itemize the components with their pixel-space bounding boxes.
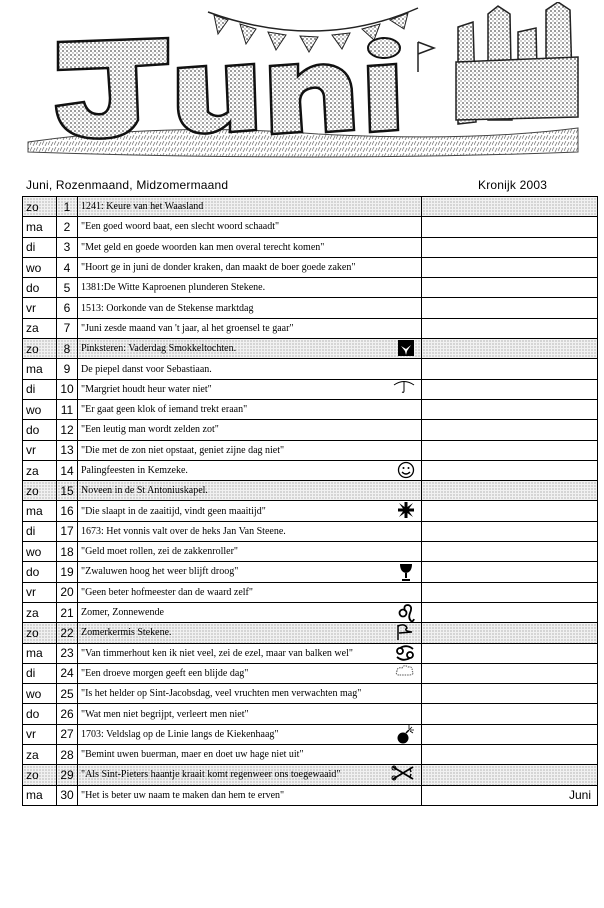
weekday-cell: za [23, 318, 57, 338]
notes-cell: Juni [422, 785, 598, 805]
calendar-row [23, 562, 598, 582]
notes-cell [422, 318, 598, 338]
event-cell [78, 684, 422, 704]
event-text: "Bemint uwen buerman, maer en doet uw hage niet uit" [81, 749, 304, 761]
weekday-cell: ma [23, 217, 57, 237]
weekday-cell: do [23, 420, 57, 440]
calendar-row [23, 542, 598, 562]
event-text: "Die slaapt in de zaaitijd, vindt geen maaitijd" [81, 505, 266, 517]
calendar-row [23, 420, 598, 440]
notes-cell [422, 745, 598, 765]
weekday-cell: za [23, 745, 57, 765]
day-number-cell: 25 [57, 684, 78, 704]
crossed-keys-icon [391, 765, 415, 781]
event-text: "Wat men niet begrijpt, verleert men niet" [81, 708, 249, 720]
calendar-row [23, 339, 598, 359]
event-cell [78, 359, 422, 379]
day-number-cell: 29 [57, 765, 78, 785]
event-text: "Een droeve morgen geeft een blijde dag" [81, 667, 249, 679]
calendar-row [23, 521, 598, 541]
calendar-row [23, 379, 598, 399]
notes-cell [422, 623, 598, 643]
event-text: "Een leutig man wordt zelden zot" [81, 424, 219, 436]
notes-cell [422, 643, 598, 663]
event-text: "Hoort ge in juni de donder kraken, dan maakt de boer goede zaken" [81, 262, 356, 274]
day-number-cell: 20 [57, 582, 78, 602]
notes-cell [422, 765, 598, 785]
day-number-cell: 14 [57, 460, 78, 480]
notes-cell [422, 704, 598, 724]
notes-cell [422, 379, 598, 399]
notes-cell [422, 399, 598, 419]
weekday-cell: vr [23, 724, 57, 744]
weekday-cell: za [23, 602, 57, 622]
day-number-cell: 24 [57, 663, 78, 683]
event-cell [78, 420, 422, 440]
event-cell [78, 237, 422, 257]
weekday-cell: di [23, 379, 57, 399]
event-text: "Geld moet rollen, zei de zakkenroller" [81, 546, 238, 558]
notes-cell [422, 562, 598, 582]
calendar-row [23, 481, 598, 501]
day-number-cell: 22 [57, 623, 78, 643]
event-text: Zomerkermis Stekene. [81, 627, 172, 639]
calendar-table [22, 196, 598, 806]
day-number-cell: 8 [57, 339, 78, 359]
day-number-cell: 7 [57, 318, 78, 338]
event-cell [78, 440, 422, 460]
calendar-row [23, 298, 598, 318]
notes-cell [422, 521, 598, 541]
leo-sign-icon [397, 603, 415, 623]
day-number-cell: 4 [57, 257, 78, 277]
day-number-cell: 17 [57, 521, 78, 541]
event-cell [78, 724, 422, 744]
event-cell [78, 745, 422, 765]
day-number-cell: 6 [57, 298, 78, 318]
calendar-row [23, 197, 598, 217]
weekday-cell: zo [23, 765, 57, 785]
event-text: "Van timmerhout ken ik niet veel, zei de ezel, maar van balken wel" [81, 647, 353, 659]
event-cell [78, 542, 422, 562]
event-cell [78, 623, 422, 643]
notes-cell [422, 217, 598, 237]
calendar-row [23, 643, 598, 663]
calendar-title: Juni, Rozenmaand, Midzomermaand [26, 178, 229, 192]
day-number-cell: 5 [57, 278, 78, 298]
maltese-cross-icon [397, 501, 415, 519]
day-number-cell: 9 [57, 359, 78, 379]
event-text: "Het is beter uw naam te maken dan hem te erven" [81, 789, 285, 801]
notes-cell [422, 197, 598, 217]
event-text: Noveen in de St Antoniuskapel. [81, 485, 208, 497]
day-number-cell: 2 [57, 217, 78, 237]
event-cell [78, 521, 422, 541]
calendar-row [23, 582, 598, 602]
weekday-cell: do [23, 562, 57, 582]
notes-cell [422, 724, 598, 744]
weekday-cell: di [23, 237, 57, 257]
notes-cell [422, 481, 598, 501]
event-text: "Geen beter hofmeester dan de waard zelf" [81, 586, 253, 598]
weekday-cell: ma [23, 643, 57, 663]
calendar-row [23, 318, 598, 338]
weekday-cell: wo [23, 399, 57, 419]
event-cell [78, 298, 422, 318]
weekday-cell: do [23, 704, 57, 724]
weekday-cell: ma [23, 785, 57, 805]
notes-cell [422, 501, 598, 521]
weekday-cell: di [23, 521, 57, 541]
weekday-cell: wo [23, 257, 57, 277]
calendar-row [23, 237, 598, 257]
weekday-cell: ma [23, 501, 57, 521]
weekday-cell: vr [23, 298, 57, 318]
calendar-row [23, 257, 598, 277]
notes-cell [422, 582, 598, 602]
event-cell [78, 399, 422, 419]
day-number-cell: 28 [57, 745, 78, 765]
event-cell [78, 765, 422, 785]
notes-cell [422, 602, 598, 622]
umbrella-icon [393, 380, 415, 394]
day-number-cell: 26 [57, 704, 78, 724]
event-text: Zomer, Zonnewende [81, 607, 164, 619]
calendar-row [23, 745, 598, 765]
event-text: "Als Sint-Pieters haantje kraait komt regenweer ons toegewaaid" [81, 769, 341, 781]
calendar-row [23, 399, 598, 419]
event-cell [78, 582, 422, 602]
event-cell [78, 562, 422, 582]
calendar-row [23, 684, 598, 704]
day-number-cell: 23 [57, 643, 78, 663]
calendar-row [23, 724, 598, 744]
weekday-cell: wo [23, 684, 57, 704]
calendar-row [23, 217, 598, 237]
weekday-cell: vr [23, 440, 57, 460]
event-cell [78, 602, 422, 622]
event-text: 1381:De Witte Kaproenen plunderen Stekene. [81, 282, 266, 294]
event-cell [78, 318, 422, 338]
calendar-row [23, 704, 598, 724]
event-text: Palingfeesten in Kemzeke. [81, 465, 188, 476]
notes-cell [422, 339, 598, 359]
weekday-cell: ma [23, 359, 57, 379]
day-number-cell: 16 [57, 501, 78, 521]
event-cell [78, 704, 422, 724]
weekday-cell: wo [23, 542, 57, 562]
day-number-cell: 11 [57, 399, 78, 419]
calendar-row [23, 460, 598, 480]
event-text: "Met geld en goede woorden kan men overal terecht komen" [81, 241, 325, 253]
day-number-cell: 3 [57, 237, 78, 257]
event-cell [78, 339, 422, 359]
notes-cell [422, 420, 598, 440]
day-number-cell: 30 [57, 785, 78, 805]
weekday-cell: zo [23, 339, 57, 359]
pentecost-dove-icon [397, 339, 415, 357]
calendar-row [23, 501, 598, 521]
event-text: "Is het helder op Sint-Jacobsdag, veel vruchten men verwachten mag" [81, 688, 362, 700]
notes-cell [422, 257, 598, 277]
cancer-sign-icon [395, 644, 415, 662]
event-cell [78, 785, 422, 805]
event-text: "Juni zesde maand van 't jaar, al het groensel te gaar" [81, 322, 294, 334]
day-number-cell: 13 [57, 440, 78, 460]
event-text: "Die met de zon niet opstaat, geniet zijne dag niet" [81, 444, 285, 456]
event-cell [78, 217, 422, 237]
event-text: Pinksteren: Vaderdag Smokkeltochten. [81, 343, 237, 355]
day-number-cell: 18 [57, 542, 78, 562]
weekday-cell: zo [23, 197, 57, 217]
event-cell [78, 481, 422, 501]
weekday-cell: zo [23, 481, 57, 501]
event-text: De piepel danst voor Sebastiaan. [81, 363, 212, 375]
event-text: 1673: Het vonnis valt over de heks Jan Van Steene. [81, 525, 286, 537]
weekday-cell: di [23, 663, 57, 683]
day-number-cell: 15 [57, 481, 78, 501]
event-cell [78, 197, 422, 217]
notes-cell [422, 440, 598, 460]
weekday-cell: do [23, 278, 57, 298]
flag-icon [395, 623, 415, 641]
calendar-row [23, 602, 598, 622]
weekday-cell: vr [23, 582, 57, 602]
weekday-cell: za [23, 460, 57, 480]
notes-cell [422, 359, 598, 379]
notes-cell [422, 298, 598, 318]
day-number-cell: 21 [57, 602, 78, 622]
event-cell [78, 663, 422, 683]
notes-cell [422, 460, 598, 480]
event-text: 1513: Oorkonde van de Stekense marktdag [81, 302, 254, 314]
day-number-cell: 12 [57, 420, 78, 440]
day-number-cell: 10 [57, 379, 78, 399]
smiley-icon [397, 461, 415, 479]
calendar-row [23, 623, 598, 643]
event-text: 1241: Keure van het Waasland [81, 201, 204, 213]
cloud-icon [395, 664, 415, 678]
notes-cell [422, 278, 598, 298]
event-cell [78, 379, 422, 399]
calendar-row [23, 278, 598, 298]
event-text: 1703: Veldslag op de Linie langs de Kiekenhaag" [81, 728, 279, 740]
event-cell [78, 643, 422, 663]
day-number-cell: 27 [57, 724, 78, 744]
event-cell [78, 257, 422, 277]
event-cell [78, 278, 422, 298]
calendar-row [23, 663, 598, 683]
chalice-icon [397, 562, 415, 582]
bomb-icon [395, 725, 415, 745]
notes-cell [422, 684, 598, 704]
juni-banner-illustration [18, 2, 588, 172]
event-text: "Zwaluwen hoog het weer blijft droog" [81, 566, 239, 578]
calendar-row [23, 785, 598, 805]
event-text: "Margriet houdt heur water niet" [81, 383, 212, 395]
day-number-cell: 1 [57, 197, 78, 217]
chronicle-year: Kronijk 2003 [478, 178, 548, 192]
calendar-row [23, 765, 598, 785]
event-text: "Een goed woord baat, een slecht woord schaadt" [81, 221, 280, 233]
day-number-cell: 19 [57, 562, 78, 582]
event-cell [78, 501, 422, 521]
event-cell [78, 460, 422, 480]
event-text: "Er gaat geen klok of iemand trekt eraan" [81, 404, 248, 416]
notes-cell [422, 663, 598, 683]
calendar-row [23, 440, 598, 460]
notes-cell [422, 237, 598, 257]
calendar-row [23, 359, 598, 379]
notes-cell [422, 542, 598, 562]
weekday-cell: zo [23, 623, 57, 643]
